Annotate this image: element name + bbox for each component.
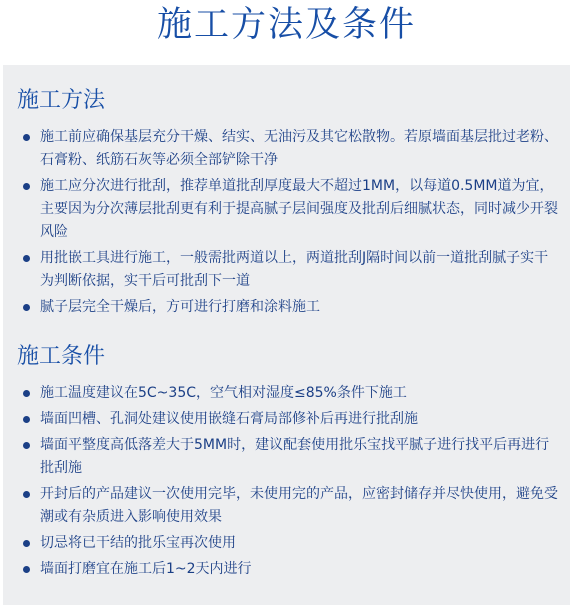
list-item [16, 175, 561, 244]
list-item-text: 用批嵌工具进行施工，一般需批两道以上，两道批刮J隔时间以前一道批刮腻子实干为判断依据，实干后可批刮下一道 [40, 250, 549, 289]
list-item-text: 施工温度建议在5C~35C，空气相对湿度≤85%条件下施工 [40, 385, 407, 401]
bullet-dot-icon [23, 491, 30, 498]
bullet-dot-icon [23, 255, 30, 262]
list-item-text: 墙面打磨宜在施工后1~2天内进行 [40, 561, 252, 577]
bullet-dot-icon [23, 540, 30, 547]
list-item [16, 532, 561, 555]
list-item-text: 开封后的产品建议一次使用完毕，未使用完的产品，应密封储存并尽快使用，避免受潮或有杂质进入影响使用效果 [40, 486, 558, 525]
list-item [16, 558, 561, 581]
list-item [16, 408, 561, 431]
list-item-text: 施工应分次进行批刮，推荐单道批刮厚度最大不超过1MM，以每道0.5MM道为宜，主要因为分次薄层批刮更有利于提高腻子层间强度及批刮后细腻状态，同时减少开裂风险 [40, 178, 558, 240]
list-item [16, 382, 561, 405]
list-item-text: 切忌将已干结的批乐宝再次使用 [40, 535, 236, 551]
list-item [16, 126, 561, 172]
page-title: 施工方法及条件 [156, 5, 416, 45]
list-item [16, 247, 561, 293]
list-item [16, 296, 561, 319]
methods-section-title: 施工方法 [17, 88, 106, 113]
list-item [16, 483, 561, 529]
bullet-dot-icon [23, 566, 30, 573]
conditions-list [16, 382, 561, 584]
conditions-section-title: 施工条件 [17, 344, 106, 369]
methods-list [16, 126, 561, 322]
bullet-dot-icon [23, 183, 30, 190]
list-item-text: 施工前应确保基层充分干燥、结实、无油污及其它松散物。若原墙面基层批过老粉、石膏粉、纸筋石灰等必须全部铲除干净 [40, 129, 558, 168]
list-item-text: 腻子层完全干燥后，方可进行打磨和涂料施工 [40, 299, 320, 315]
list-item-text: 墙面平整度高低落差大于5MM时，建议配套使用批乐宝找平腻子进行找平后再进行批刮施 [40, 437, 550, 476]
list-item [16, 434, 561, 480]
bullet-dot-icon [23, 442, 30, 449]
bullet-dot-icon [23, 390, 30, 397]
bullet-dot-icon [23, 304, 30, 311]
bullet-dot-icon [23, 134, 30, 141]
bullet-dot-icon [23, 416, 30, 423]
list-item-text: 墙面凹槽、孔洞处建议使用嵌缝石膏局部修补后再进行批刮施 [40, 411, 418, 427]
